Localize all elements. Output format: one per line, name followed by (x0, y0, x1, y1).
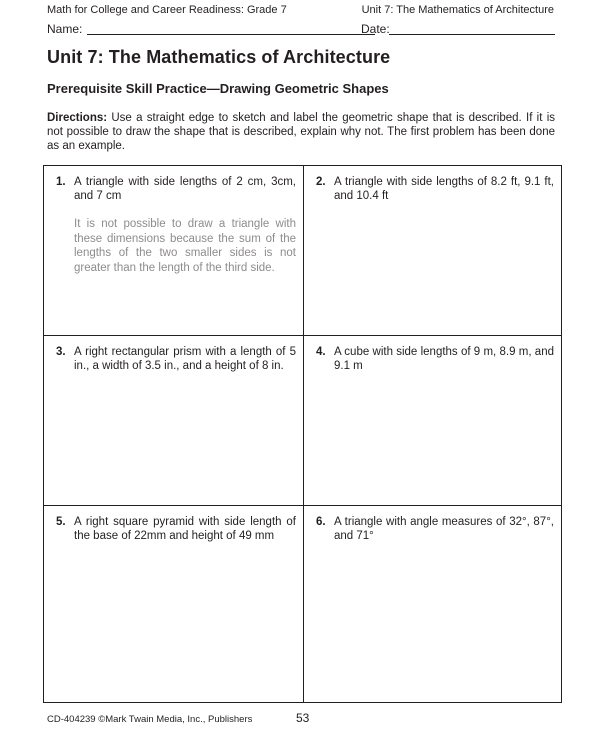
problem-number: 2. (316, 176, 326, 188)
page-number: 53 (296, 711, 310, 725)
date-label: Date: (361, 22, 390, 36)
directions-text: Use a straight edge to sketch and label the geometric shape that is described. If it is not possible to draw the shape that is described, explain why not. The first problem has been done as an example. (47, 112, 555, 152)
directions (47, 111, 555, 153)
grid-divider-vertical (303, 166, 304, 702)
footer-code: CD-404239 ©Mark Twain Media, Inc., Publishers (47, 714, 253, 725)
problem-text: A right square pyramid with side length of the base of 22mm and height of 49 mm (74, 516, 296, 542)
example-answer: It is not possible to draw a triangle with these dimensions because the sum of the lengths of the two smaller sides is not greater than the length of the third side. (74, 218, 296, 274)
problem-number: 5. (56, 516, 66, 528)
book-title: Math for College and Career Readiness: Grade 7 (47, 4, 287, 16)
name-field[interactable] (87, 34, 375, 35)
problem-cell-6[interactable] (316, 515, 556, 695)
problem-text: A triangle with side lengths of 8.2 ft, 9.1 ft, and 10.4 ft (334, 176, 554, 202)
name-label: Name: (47, 22, 83, 36)
problem-cell-1[interactable] (56, 175, 296, 330)
page-subtitle: Prerequisite Skill Practice—Drawing Geometric Shapes (47, 81, 389, 96)
grid-divider-row2 (44, 505, 561, 506)
problem-number: 4. (316, 346, 326, 358)
problem-text: A triangle with side lengths of 2 cm, 3cm, and 7 cm (74, 176, 296, 202)
problem-text: A triangle with angle measures of 32°, 87°, and 71° (334, 516, 554, 542)
problem-number: 1. (56, 176, 66, 188)
problem-text: A right rectangular prism with a length of 5 in., a width of 3.5 in., and a height of 8 in. (74, 346, 296, 372)
grid-divider-row1 (44, 335, 561, 336)
problem-cell-5[interactable] (56, 515, 296, 695)
problem-number: 6. (316, 516, 326, 528)
problem-text: A cube with side lengths of 9 m, 8.9 m, and 9.1 m (334, 346, 554, 372)
unit-header: Unit 7: The Mathematics of Architecture (361, 4, 554, 16)
problem-grid (43, 165, 562, 703)
date-field[interactable] (389, 34, 555, 35)
problem-cell-2[interactable] (316, 175, 556, 330)
problem-number: 3. (56, 346, 66, 358)
directions-label: Directions: (47, 112, 108, 124)
problem-cell-4[interactable] (316, 345, 556, 500)
name-date-row (47, 22, 556, 38)
page-title: Unit 7: The Mathematics of Architecture (47, 47, 391, 67)
problem-cell-3[interactable] (56, 345, 296, 500)
